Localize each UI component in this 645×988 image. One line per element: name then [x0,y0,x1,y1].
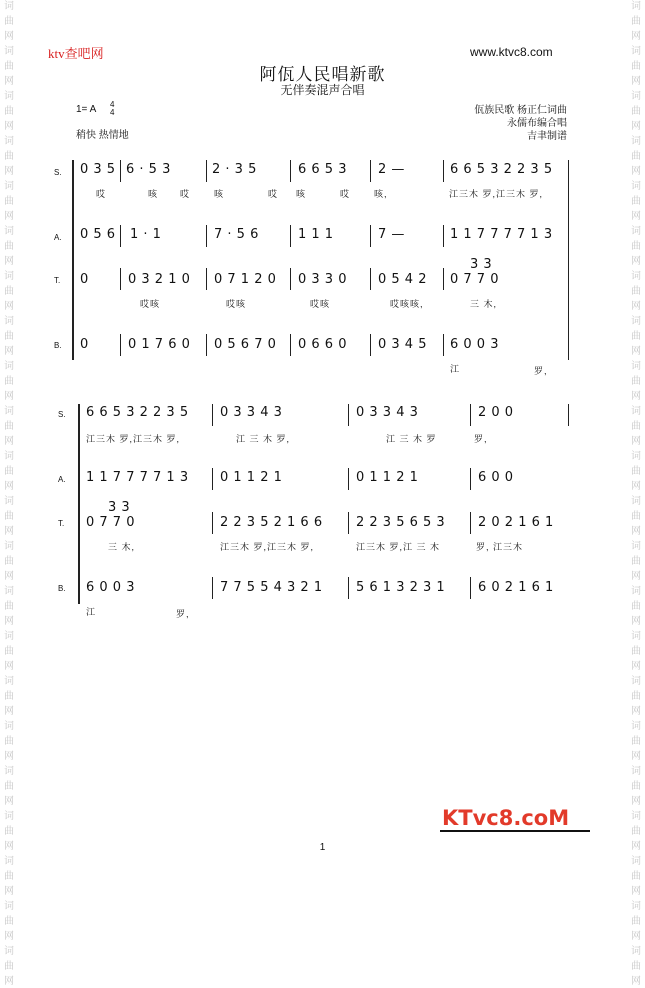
watermark-char: 词 [631,136,641,147]
barline [443,225,444,247]
tenor-measure: 0 3 3 0 [298,272,347,287]
tenor-lyric: 三 木, [108,542,136,552]
watermark-char: 词 [4,226,14,237]
watermark-char: 曲 [4,421,14,432]
page-number: 1 [319,842,326,853]
watermark-char: 网 [631,211,641,222]
voice-label-alto: A. [54,233,62,242]
watermark-char: 网 [4,481,14,492]
tenor-measure: 0 7 7 0 [450,272,499,287]
watermark-char: 曲 [4,646,14,657]
watermark-char: 曲 [631,916,641,927]
barline [120,225,121,247]
bass-lyric: 罗, [534,366,548,376]
watermark-char: 词 [631,586,641,597]
watermark-char: 网 [4,796,14,807]
soprano-measure: 0 3 3 4 3 [356,405,419,420]
watermark-char: 网 [4,931,14,942]
watermark-char: 曲 [4,331,14,342]
watermark-char: 词 [631,721,641,732]
watermark-char: 网 [631,301,641,312]
watermark-char: 曲 [631,736,641,747]
bass-measure: 0 [80,337,89,352]
watermark-char: 网 [631,391,641,402]
alto-measure: 7 · 5 6 [214,227,259,242]
barline [370,334,371,356]
meter-top: 4 [110,100,115,109]
watermark-char: 词 [631,856,641,867]
barline [348,577,349,599]
watermark-char: 网 [4,76,14,87]
tenor-lyric: 三 木, [470,299,498,309]
watermark-char: 词 [631,46,641,57]
watermark-char: 网 [631,706,641,717]
watermark-char: 曲 [4,691,14,702]
watermark-char: 词 [4,361,14,372]
soprano-lyric: 哎 [96,189,107,199]
watermark-char: 网 [4,31,14,42]
barline [348,404,349,426]
watermark-char: 曲 [4,781,14,792]
soprano-measure: 6 6 5 3 [298,162,347,177]
tenor-upper-notes: 3 3 [470,257,493,272]
watermark-char: 网 [631,976,641,987]
soprano-lyric: 江 三 木 罗 [386,434,437,444]
watermark-char: 网 [631,121,641,132]
soprano-lyric: 咳 [148,189,159,199]
bass-lyric: 江 [86,607,97,617]
barline [348,512,349,534]
bass-lyric: 罗, [176,609,190,619]
tempo-marking: 稍快 热情地 [76,130,129,141]
soprano-measure: 0 3 5 [80,162,116,177]
watermark-char: 网 [4,571,14,582]
watermark-char: 词 [4,901,14,912]
watermark-char: 词 [631,946,641,957]
barline [470,512,471,534]
barline [120,160,121,182]
watermark-char: 网 [4,661,14,672]
tenor-lyric: 哎咳 [310,299,331,309]
barline [443,334,444,356]
watermark-char: 网 [631,931,641,942]
watermark-char: 网 [631,76,641,87]
bass-measure: 0 1 7 6 0 [128,337,191,352]
watermark-char: 曲 [4,16,14,27]
watermark-char: 曲 [631,151,641,162]
watermark-char: 网 [631,571,641,582]
bass-lyric: 江 [450,364,461,374]
barline [443,268,444,290]
meter-bottom: 4 [110,108,115,117]
alto-measure: 1 1 7 7 7 7 1 3 [450,227,553,242]
tenor-measure: 0 3 2 1 0 [128,272,191,287]
watermark-char: 网 [631,886,641,897]
watermark-char: 词 [4,946,14,957]
bass-measure: 6 0 0 3 [450,337,499,352]
soprano-lyric: 咳, [374,189,388,199]
time-signature [110,101,114,117]
barline [206,268,207,290]
tenor-measure: 0 5 4 2 [378,272,427,287]
watermark-char: 词 [4,676,14,687]
soprano-measure: 6 · 5 3 [126,162,171,177]
watermark-char: 曲 [4,61,14,72]
watermark-char: 网 [4,436,14,447]
watermark-char: 曲 [631,826,641,837]
watermark-char: 词 [631,496,641,507]
barline-end [568,160,569,360]
alto-measure: 6 0 0 [478,470,514,485]
bass-measure: 0 6 6 0 [298,337,347,352]
watermark-char: 网 [631,526,641,537]
tenor-measure: 0 7 7 0 [86,515,135,530]
barline [206,160,207,182]
watermark-char: 词 [631,316,641,327]
watermark-char: 词 [4,496,14,507]
watermark-char: 曲 [631,466,641,477]
watermark-char: 网 [4,346,14,357]
watermark-char: 曲 [631,511,641,522]
barline [370,160,371,182]
bass-measure: 7 7 5 5 4 3 2 1 [220,580,323,595]
ktvc8-logo[interactable] [442,806,569,830]
voice-label-tenor: T. [54,276,61,285]
watermark-char: 曲 [631,61,641,72]
watermark-char: 曲 [4,196,14,207]
barline [120,268,121,290]
watermark-char: 网 [631,661,641,672]
watermark-char: 词 [4,46,14,57]
watermark-char: 网 [631,31,641,42]
watermark-char: 词 [4,91,14,102]
watermark-char: 词 [631,676,641,687]
barline [212,404,213,426]
watermark-char: 曲 [4,826,14,837]
tenor-lyric: 哎咳咳, [390,299,424,309]
credit-notation: 吉聿制谱 [527,131,567,142]
watermark-char: 曲 [4,466,14,477]
watermark-char: 词 [4,406,14,417]
watermark-char: 网 [4,976,14,987]
watermark-char: 曲 [4,151,14,162]
watermark-char: 曲 [631,286,641,297]
tenor-lyric: 江三木 罗,江三木 罗, [220,542,315,552]
alto-measure: 1 · 1 [130,227,162,242]
watermark-char: 网 [631,166,641,177]
watermark-char: 网 [4,211,14,222]
watermark-char: 网 [631,256,641,267]
watermark-char: 曲 [631,961,641,972]
watermark-char: 曲 [4,106,14,117]
alto-measure: 0 5 6 [80,227,116,242]
bass-measure: 0 3 4 5 [378,337,427,352]
tenor-lyric: 罗, 江三木 [476,542,524,552]
watermark-char: 曲 [631,376,641,387]
soprano-lyric: 咳 [214,189,225,199]
watermark-char: 曲 [631,601,641,612]
watermark-char: 词 [4,856,14,867]
bass-measure: 5 6 1 3 2 3 1 [356,580,446,595]
song-title: 阿佤人民唱新歌 [259,65,386,84]
barline-end [568,404,569,426]
alto-measure: 0 1 1 2 1 [356,470,419,485]
tenor-measure: 2 2 3 5 6 5 3 [356,515,446,530]
barline [212,512,213,534]
watermark-char: 词 [4,136,14,147]
bass-measure: 6 0 0 3 [86,580,135,595]
soprano-measure: 6 6 5 3 2 2 3 5 [86,405,189,420]
tenor-measure: 2 0 2 1 6 1 [478,515,554,530]
watermark-char: 词 [631,631,641,642]
watermark-char: 词 [4,586,14,597]
voice-label-bass: B. [54,341,62,350]
watermark-char: 词 [4,271,14,282]
watermark-char: 曲 [631,241,641,252]
watermark-char: 词 [631,766,641,777]
system-bracket [78,404,80,604]
alto-measure: 7 — [378,227,405,242]
watermark-left [2,0,16,987]
voice-label-soprano: S. [58,410,66,419]
watermark-char: 网 [4,706,14,717]
watermark-char: 网 [631,796,641,807]
soprano-lyric: 江 三 木 罗, [236,434,291,444]
voice-label-bass: B. [58,584,66,593]
barline [348,468,349,490]
soprano-lyric: 江三木 罗,江三木 罗, [449,189,544,199]
barline [212,468,213,490]
watermark-char: 词 [631,181,641,192]
watermark-char: 曲 [4,736,14,747]
watermark-char: 词 [631,226,641,237]
soprano-measure: 2 · 3 5 [212,162,257,177]
watermark-char: 词 [4,721,14,732]
watermark-char: 曲 [631,16,641,27]
watermark-char: 网 [4,526,14,537]
watermark-char: 网 [4,841,14,852]
watermark-char: 网 [4,391,14,402]
watermark-char: 网 [631,616,641,627]
watermark-char: 词 [4,766,14,777]
tenor-measure: 2 2 3 5 2 1 6 6 [220,515,323,530]
credit-composer: 佤族民歌 杨正仁词曲 [474,105,567,116]
soprano-measure: 6 6 5 3 2 2 3 5 [450,162,553,177]
watermark-char: 词 [4,451,14,462]
tenor-upper-notes: 3 3 [108,500,131,515]
watermark-char: 曲 [631,781,641,792]
barline [470,468,471,490]
watermark-char: 网 [4,166,14,177]
watermark-char: 词 [631,811,641,822]
watermark-char: 词 [631,1,641,12]
alto-measure: 0 1 1 2 1 [220,470,283,485]
tenor-lyric: 江三木 罗,江 三 木 [356,542,441,552]
watermark-char: 网 [4,886,14,897]
tenor-measure: 0 7 1 2 0 [214,272,277,287]
barline [370,225,371,247]
watermark-char: 网 [631,436,641,447]
watermark-char: 曲 [4,511,14,522]
site-logo-text[interactable]: ktv查吧网 [48,46,104,61]
soprano-measure: 0 3 3 4 3 [220,405,283,420]
watermark-char: 词 [631,451,641,462]
watermark-char: 曲 [4,961,14,972]
watermark-char: 曲 [4,286,14,297]
key-signature: 1= A [76,104,97,115]
watermark-char: 曲 [631,556,641,567]
barline [120,334,121,356]
barline [290,268,291,290]
watermark-char: 词 [4,541,14,552]
watermark-char: 网 [4,751,14,762]
watermark-char: 曲 [631,646,641,657]
watermark-char: 曲 [631,421,641,432]
soprano-lyric: 咳 [296,189,307,199]
soprano-measure: 2 — [378,162,405,177]
watermark-char: 词 [631,541,641,552]
watermark-char: 网 [631,481,641,492]
watermark-char: 曲 [631,691,641,702]
logo-text: KTvc8.coM [442,806,570,830]
watermark-char: 曲 [4,241,14,252]
watermark-char: 词 [4,811,14,822]
barline [470,404,471,426]
watermark-char: 网 [631,751,641,762]
watermark-char: 网 [631,346,641,357]
soprano-lyric: 哎 [340,189,351,199]
alto-measure: 1 1 1 [298,227,334,242]
voice-label-alto: A. [58,475,66,484]
watermark-char: 曲 [4,376,14,387]
watermark-char: 词 [631,91,641,102]
credit-arranger: 永儒布编合唱 [507,118,567,129]
voice-label-tenor: T. [58,519,65,528]
barline [206,225,207,247]
watermark-char: 网 [631,841,641,852]
watermark-right [629,0,643,987]
watermark-char: 词 [4,316,14,327]
soprano-measure: 2 0 0 [478,405,514,420]
watermark-char: 曲 [4,601,14,612]
barline [212,577,213,599]
barline [290,160,291,182]
logo-underline [440,830,590,832]
watermark-char: 网 [4,121,14,132]
site-url[interactable]: www.ktvc8.com [470,45,553,59]
watermark-char: 词 [631,406,641,417]
system-bracket [72,160,74,360]
tenor-measure: 0 [80,272,89,287]
watermark-char: 曲 [631,196,641,207]
barline [290,225,291,247]
soprano-lyric: 罗, [474,434,488,444]
watermark-char: 词 [4,631,14,642]
watermark-char: 词 [4,181,14,192]
watermark-char: 曲 [631,106,641,117]
alto-measure: 1 1 7 7 7 7 1 3 [86,470,189,485]
barline [470,577,471,599]
watermark-char: 曲 [4,556,14,567]
bass-measure: 0 5 6 7 0 [214,337,277,352]
song-subtitle: 无伴奏混声合唱 [280,83,365,97]
watermark-char: 曲 [4,871,14,882]
watermark-char: 曲 [631,871,641,882]
soprano-lyric: 哎 [268,189,279,199]
soprano-lyric: 江三木 罗,江三木 罗, [86,434,181,444]
watermark-char: 网 [4,616,14,627]
watermark-char: 曲 [631,331,641,342]
barline [290,334,291,356]
voice-label-soprano: S. [54,168,62,177]
bass-measure: 6 0 2 1 6 1 [478,580,554,595]
barline [370,268,371,290]
watermark-char: 词 [631,361,641,372]
watermark-char: 词 [631,901,641,912]
watermark-char: 网 [4,301,14,312]
tenor-lyric: 哎咳 [226,299,247,309]
watermark-char: 网 [4,256,14,267]
barline [206,334,207,356]
tenor-lyric: 哎咳 [140,299,161,309]
barline [443,160,444,182]
watermark-char: 词 [4,1,14,12]
soprano-lyric: 哎 [180,189,191,199]
watermark-char: 词 [631,271,641,282]
watermark-char: 曲 [4,916,14,927]
